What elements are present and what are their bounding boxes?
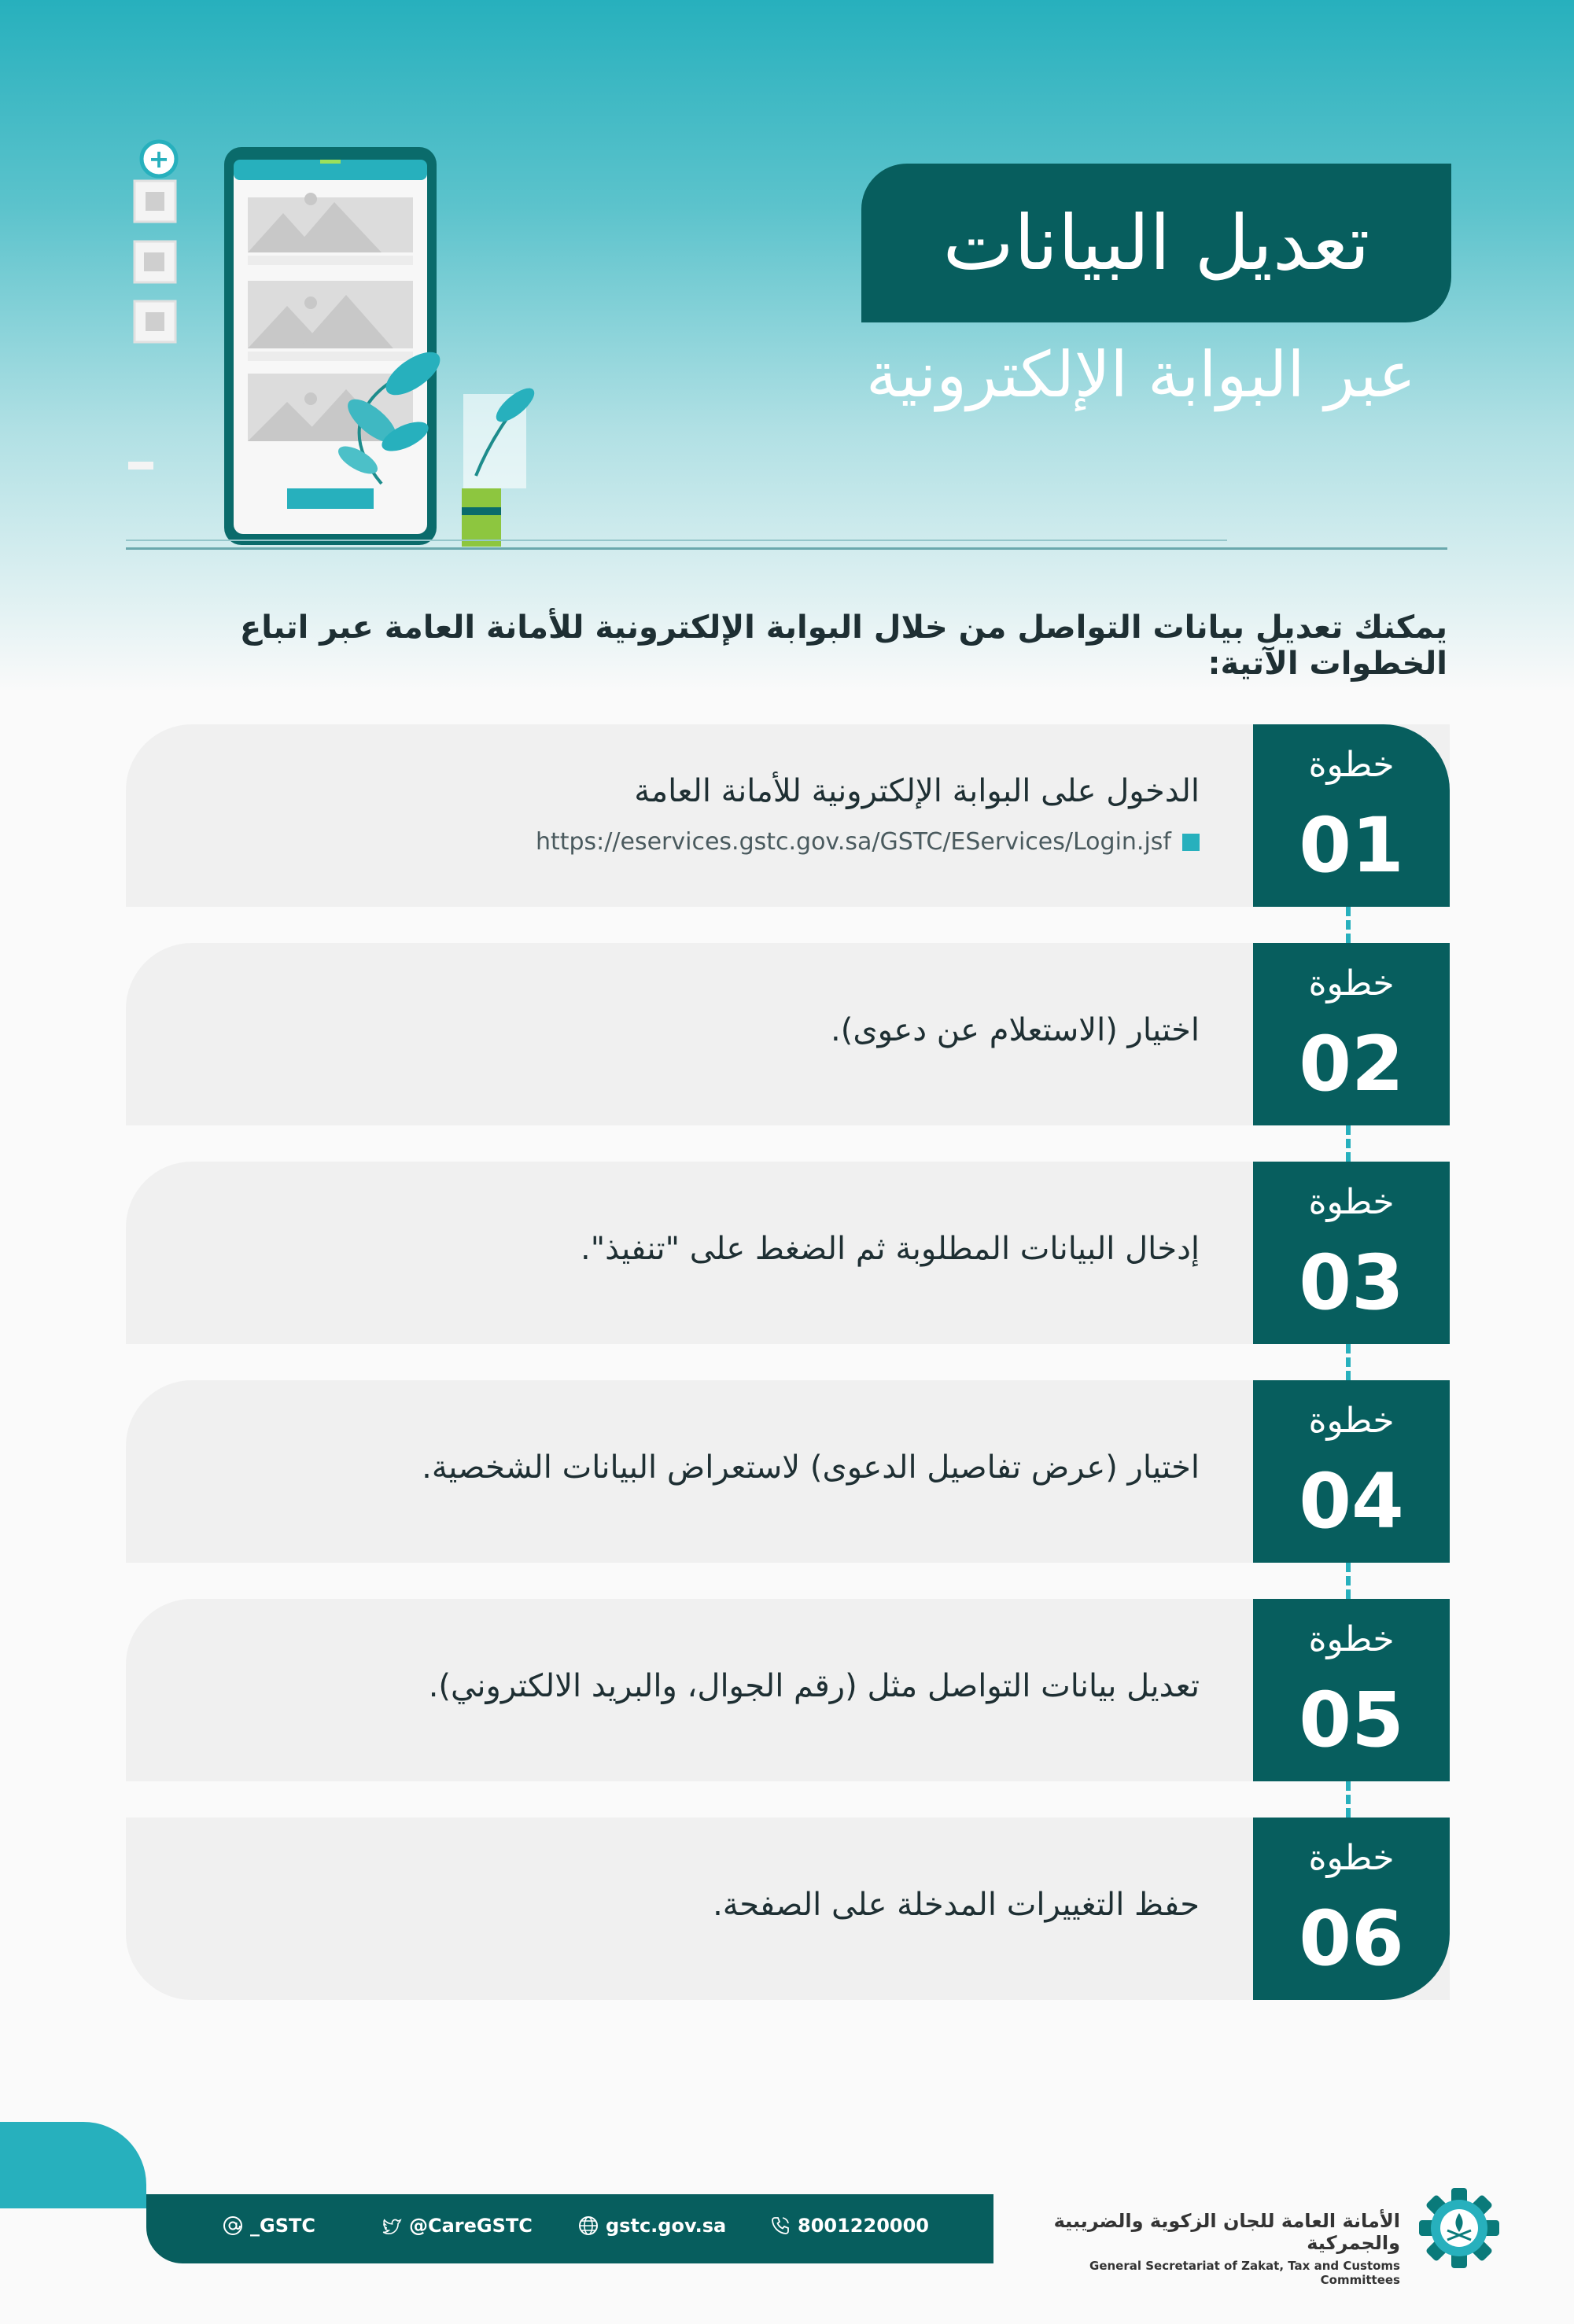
step-number: 02 <box>1299 1020 1404 1108</box>
step-connector <box>1346 1125 1355 1162</box>
step-card <box>126 1599 1450 1781</box>
intro-text: يمكنك تعديل بيانات التواصل من خلال البوابة الإلكترونية للأمانة العامة عبر اتباع الخطوات الآتية: <box>239 610 1447 682</box>
instagram-handle: _GSTC <box>250 2215 315 2237</box>
step-url-row <box>536 828 1200 856</box>
step-label: خطوة <box>1308 1619 1395 1659</box>
step-connector <box>1346 1781 1355 1818</box>
at-icon <box>222 2215 244 2237</box>
step-label: خطوة <box>1308 1182 1395 1222</box>
step-card <box>126 1818 1450 2000</box>
step-card <box>126 1380 1450 1563</box>
twitter-handle: @CareGSTC <box>409 2215 533 2237</box>
step-label: خطوة <box>1308 963 1395 1004</box>
phone-icon <box>224 147 437 545</box>
ground-line <box>126 540 1227 541</box>
step-badge <box>1253 724 1450 907</box>
page-title: تعديل البيانات <box>861 164 1451 322</box>
step-badge <box>1253 1380 1450 1563</box>
step-text: تعديل بيانات التواصل مثل (رقم الجوال، والبريد الالكتروني). <box>428 1668 1200 1704</box>
phone-illustration <box>122 138 562 562</box>
step-badge <box>1253 943 1450 1125</box>
org-name-ar: الأمانة العامة للجان الزكوية والضريبية والجمركية <box>1053 2210 1400 2254</box>
twitter-contact[interactable] <box>381 2215 533 2237</box>
step-number: 05 <box>1299 1676 1404 1764</box>
website-url: gstc.gov.sa <box>606 2215 727 2237</box>
step-number: 06 <box>1299 1895 1404 1983</box>
step-text: اختيار (عرض تفاصيل الدعوى) لاستعراض البيانات الشخصية. <box>422 1449 1200 1486</box>
floating-cards-icon <box>128 142 176 470</box>
step-number: 04 <box>1299 1457 1404 1545</box>
step-connector <box>1346 1563 1355 1599</box>
svg-text:+: + <box>148 144 170 174</box>
step-connector <box>1346 1344 1355 1380</box>
phone-contact[interactable] <box>769 2215 929 2237</box>
step-label: خطوة <box>1308 1838 1395 1878</box>
phone-call-icon <box>769 2215 791 2237</box>
twitter-icon <box>381 2215 403 2237</box>
portal-url-link[interactable]: https://eservices.gstc.gov.sa/GSTC/EServices/Login.jsf <box>535 828 1171 856</box>
globe-icon <box>577 2215 599 2237</box>
phone-number: 8001220000 <box>798 2215 929 2237</box>
step-text: حفظ التغييرات المدخلة على الصفحة. <box>713 1887 1200 1923</box>
step-badge <box>1253 1818 1450 2000</box>
step-card <box>126 1162 1450 1344</box>
step-text: اختيار (الاستعلام عن دعوى). <box>831 1012 1200 1048</box>
instagram-contact[interactable] <box>222 2215 315 2237</box>
org-name <box>1023 2210 1400 2287</box>
step-text: إدخال البيانات المطلوبة ثم الضغط على "تنفيذ". <box>581 1231 1200 1267</box>
step-number: 03 <box>1299 1239 1404 1327</box>
gstc-logo-icon <box>1416 2185 1502 2271</box>
website-contact[interactable] <box>577 2215 726 2237</box>
step-label: خطوة <box>1308 1401 1395 1441</box>
org-name-en: General Secretariat of Zakat, Tax and Customs Committees <box>1089 2259 1400 2287</box>
step-badge <box>1253 1599 1450 1781</box>
footer-accent <box>0 2122 146 2208</box>
step-badge <box>1253 1162 1450 1344</box>
step-number: 01 <box>1299 801 1404 889</box>
bullet-square-icon <box>1182 834 1200 851</box>
step-label: خطوة <box>1308 745 1395 785</box>
ground-line <box>126 547 1447 550</box>
page-subtitle: عبر البوابة الإلكترونية <box>866 338 1416 411</box>
step-card <box>126 724 1450 907</box>
step-text: الدخول على البوابة الإلكترونية للأمانة العامة <box>634 773 1200 809</box>
step-card <box>126 943 1450 1125</box>
step-connector <box>1346 907 1355 943</box>
